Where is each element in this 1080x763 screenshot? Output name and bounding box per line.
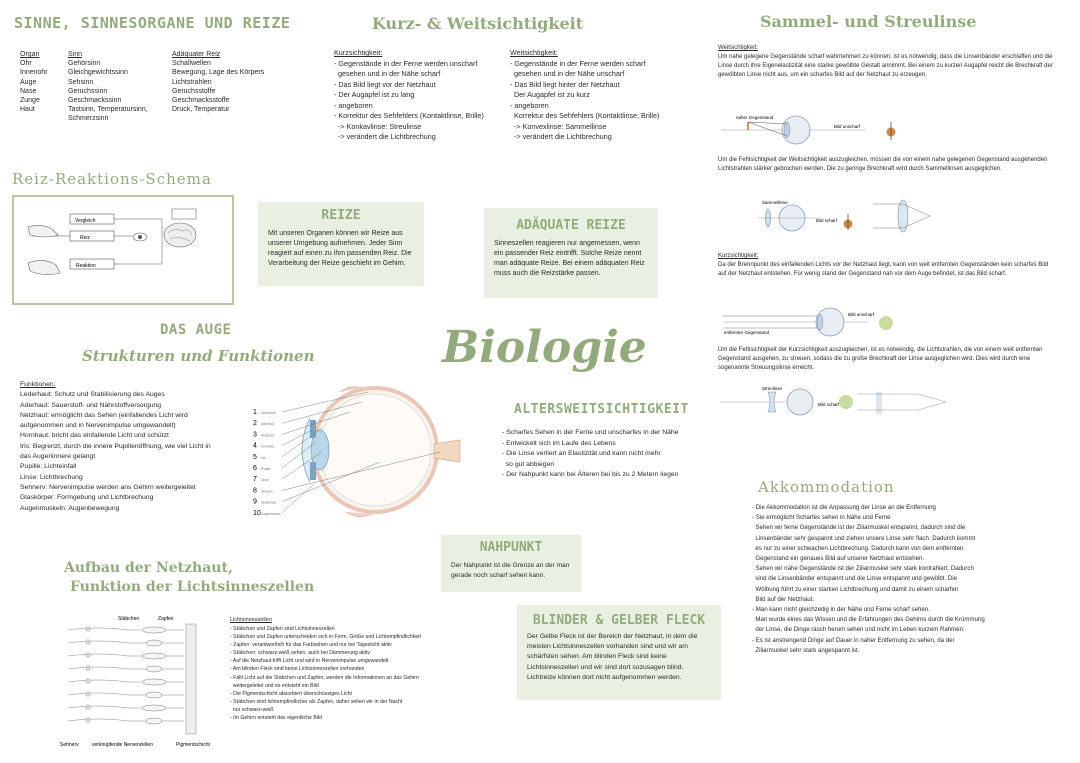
netzhaut-line: - Im Gehirn entsteht das eigentliche Bild <box>230 715 322 722</box>
weit-line: - angeboren <box>510 100 549 110</box>
fig2-label-0: Sammellinse <box>762 200 788 205</box>
nerve-cell <box>86 692 90 696</box>
page-title: Biologie <box>442 322 647 373</box>
zapfen-cell <box>146 640 162 646</box>
alters-line: - Der Nahpunkt kann bei Älteren bei bis zu 2 Metern liegen <box>502 471 679 478</box>
weit-line: - Gegenstände in der Ferne werden scharf <box>510 58 646 68</box>
eye-number: 1 <box>253 409 257 416</box>
sammel-weit-label: Weitsichtigkeit: <box>718 45 758 51</box>
retina-cell-line <box>68 628 184 630</box>
blinder-text: Der Gelbe Fleck ist der Bereich der Netzhaut, in dem die meisten Lichtsinneszellen vorhanden sind und wir am schärfsten sehen. Am blinden Fleck sind keine Lichtsinneszellen und wir sind dort sozusagen blind. Lichtreize können dort nicht aufgenommen werden. <box>527 633 698 681</box>
weit-line: gesehen und in der Nähe unscharf <box>510 69 625 78</box>
staebchen-cell <box>142 653 166 659</box>
auge-heading: DAS AUGE <box>160 322 232 338</box>
eye-number: 5 <box>253 453 257 461</box>
sinne-heading: SINNE, SINNESORGANE UND REIZE <box>14 14 291 32</box>
reize-text: Mit unseren Organen können wir Reize aus unserer Umgebung aufnehmen. Jeder Sinn reagiert auf einen zu ihm passenden Reiz. Die Verarbeitung der Reize geschieht im Gehirn. <box>268 230 412 267</box>
sinne-column-header: Organ <box>20 51 40 58</box>
eye-label-line <box>282 484 314 513</box>
weit-block <box>510 48 690 143</box>
nerve-cell <box>86 666 90 670</box>
sinne-cell: Bewegung, Lage des Körpers <box>172 69 265 77</box>
akkommodation-line: - Es ist anstrengend Dinge auf Dauer in naher Entfernung zu sehen, da der <box>752 636 955 644</box>
sinne-cell: Auge <box>20 78 37 86</box>
akkommodation-line: Gegenstand ein genaues Bild auf unserer Netzhaut entstehen. <box>752 555 925 563</box>
sinne-cell: Tastsinn, Temperatursinn, <box>68 106 148 114</box>
eye-number: 10 <box>253 509 261 517</box>
sammel-kurz-text: Da der Brennpunkt des einfallenden Lichts vor der Netzhaut liegt, kann von weit entfernten Gegenständen kein scharfes Bild auf der Netzhaut entstehen. Für wenig stand der Gegenstand nah vor dem Auge befindet, ist das Bild scharf. <box>718 262 1049 277</box>
sinne-cell: Innenohr <box>20 69 48 77</box>
eye-number: 6 <box>253 465 257 472</box>
nahpunkt-box <box>441 535 581 592</box>
auge-function-line: Linse: Lichtbrechung <box>20 473 83 481</box>
netzhaut-text <box>230 616 500 722</box>
sinne-cell: Druck, Temperatur <box>172 106 230 114</box>
fig1-label-0: naher Gegenstand <box>736 115 774 120</box>
netzhaut-line: - Stäbchen und Zapfen unterscheiden sich in Form, Größe und Lichtempfindlichkeit <box>230 634 421 641</box>
staebchen-cell <box>142 627 166 633</box>
eye-part-label: Netzhaut <box>261 433 274 438</box>
akkommodation-line: - Die Akkommodation ist die Anpassung der Linse an die Entfernung <box>752 504 936 511</box>
sinne-cell: Gleichgewichtssinn <box>68 69 128 77</box>
sinne-cell: Lichtstrahlen <box>172 78 212 86</box>
fig4-label-1: Bild scharf <box>818 402 840 407</box>
netzhaut-line: nur schwarz-weiß <box>230 706 274 713</box>
akkommodation-line: Ziliarmuskel sehr stark angespannt ist. <box>752 646 860 654</box>
schema-label-0: Vergleich <box>75 218 96 224</box>
sinne-column <box>68 50 148 124</box>
eye-part-label: Hornhaut <box>261 444 275 449</box>
netzhaut-text-label: Lichtsinneszellen <box>230 617 272 623</box>
kurzsicht-diagram <box>718 306 898 340</box>
blinder-heading: BLINDER & GELBER FLECK <box>532 613 706 628</box>
eye-part-label: Linse <box>261 478 269 483</box>
sammel-weit-text2: Um die Fehlsichtigkeit der Weitsichtigkeit auszugleichen, müssen die von einem nahe gelegenen Gegenstand ausgehenden Lichtstrahlen stärker gebrochen werden. Die zu geringe Brechkraft wird durch Sammellinsen ausgeglichen. <box>718 157 1048 172</box>
auge-function-line: Sehnerv: Nervenimpulse werden ans Gehirn weitergeleitet <box>20 483 196 491</box>
nerve-cell <box>86 705 90 709</box>
adaequat-heading: ADÄQUATE REIZE <box>516 218 626 233</box>
kurz-line: - Der Augapfel ist zu lang <box>334 90 415 99</box>
netzhaut-heading-2: Funktion der Lichtsinneszellen <box>70 579 315 595</box>
kurz-line: -> verändert die Lichtbrechung <box>334 132 436 141</box>
weitsicht-diagram <box>716 110 896 150</box>
eye-part-label: Glaskörper <box>261 500 277 505</box>
auge-function-line: Netzhaut: ermöglicht das Sehen (einfallendes Licht wird <box>20 411 188 419</box>
kurz-line: -> Konkavlinse: Streulinse <box>334 121 422 131</box>
zapfen-cell <box>146 666 162 672</box>
netzhaut-line: - Fällt Licht auf die Stäbchen und Zapfen, werden die Informationen an das Gehirn <box>230 674 419 681</box>
streulinse-diagram <box>718 384 958 420</box>
auge-subheading: Strukturen und Funktionen <box>82 347 315 365</box>
netzhaut-lines <box>230 625 500 722</box>
akkommodation-line: - Sie ermöglicht Scharfes sehen in Nähe und Ferne <box>752 514 891 522</box>
akkommodation-heading: Akkommodation <box>758 478 895 496</box>
fig1-label-1: Bild unscharf <box>834 124 861 129</box>
auge-function-line: Lederhaut: Schutz und Stabilisierung des Auges <box>20 391 165 399</box>
sinne-cell: Haut <box>20 106 35 114</box>
eye-part-label: Aderhaut <box>261 422 274 427</box>
sinne-column-header: Adäquater Reiz <box>172 51 221 58</box>
nerve-cell <box>86 627 90 631</box>
nerve-cell <box>86 718 90 722</box>
kurz-line: - Gegenstände in der Ferne werden unscharf <box>334 58 478 68</box>
auge-functions <box>20 380 250 514</box>
sinne-cell: Geruchsstoffe <box>172 87 216 95</box>
weit-line: -> Konvexlinse: Sammellinse <box>510 121 607 131</box>
sinne-cell: Ohr <box>20 60 32 68</box>
sinne-cell: Geschmacksstoffe <box>172 97 230 105</box>
retina-label-0: Stäbchen <box>118 616 140 622</box>
staebchen-cell <box>142 679 166 685</box>
kurz-line: - angeboren <box>334 100 373 110</box>
netzhaut-line: - Stäbchen sind lichtempfindlicher als Zapfen, daher sehen wir in der Nacht <box>230 698 403 705</box>
sinne-cell: Geschmackssinn <box>68 97 122 105</box>
alters-heading: ALTERSWEITSICHTIGKEIT <box>514 402 689 417</box>
akkommodation-line: Man wurde eines das Wissen und die Erfahrungen des Gehirns durch die Krümmung <box>752 616 985 624</box>
akkommodation-line: es nur zu einer schwachen Lichtbrechung. Dadurch kann von dem entfernten <box>752 544 964 552</box>
eye-number: 9 <box>253 498 257 506</box>
kurz-label: Kurzsichtigkeit: <box>334 48 383 57</box>
auge-function-line: aufgenommen und in Nervenimpulse umgewandelt) <box>20 422 176 430</box>
auge-function-line: Glaskörper: Formgebung und Lichtbrechung <box>20 494 154 502</box>
staebchen-cell <box>142 705 166 711</box>
retina-cell-line <box>68 693 184 695</box>
weit-lines <box>510 59 690 143</box>
fig4-label-0: Streulinse <box>762 386 783 391</box>
retina-cell-line <box>68 719 184 721</box>
schema-label-1: Reiz <box>80 235 91 241</box>
sammel-kurz-text2: Um die Fehlsichtigkeit der Kurzsichtigkeit auszugleichen, ist es notwendig, die Lichtstrahlen, die von einem weit entfernten Gegenstand ausgehen, zu streuen, sodass die zu große Brechkraft der Linse ausgeglichen wird. Dies wird durch eine sogenannte Streuungslinse erreicht. <box>718 347 1043 371</box>
reiz-schema-heading: Reiz-Reaktions-Schema <box>12 170 212 188</box>
sammel-kurz-label: Kurzsichtigkeit: <box>718 253 759 259</box>
kurzweit-heading: Kurz- & Weitsichtigkeit <box>372 14 584 33</box>
retina-cell-line <box>68 654 184 656</box>
netzhaut-heading-1: Aufbau der Netzhaut, <box>64 560 233 576</box>
adaequat-text: Sinneszellen reagieren nur angemessen, wenn ein passender Reiz eintrifft. Solche Reize nennt man adäquate Reize. Bei einem adäquaten Reiz muss auch die Reizstärke passen. <box>494 240 645 277</box>
fig3-label-1: Bild unscharf <box>848 312 875 317</box>
auge-lines <box>20 390 250 514</box>
akkommodation-line: Wölbung führt zu einer starken Lichtbrechung und damit zu einem scharfen <box>752 585 959 593</box>
reize-box <box>258 202 424 286</box>
sammel-weit <box>718 44 1058 80</box>
akkommodation-line: Sehen wir nahe Gegenstände ist der Ziliarmuskel sehr stark kontrahiert. Dadurch <box>752 565 974 573</box>
akkommodation-line: Linsenbänder sehr gespannt und ziehen unsere Linse sehr flach. Dadurch kommt <box>752 534 976 542</box>
sinne-column-header: Sinn <box>68 51 83 58</box>
sammel-weit-text: Um nahe gelegene Gegenstände scharf wahrnehmen zu können, ist es notwendig, dass die Linsenbänder erschlaffen und die Linse durch ihre Eigenelastizität eine starke gewölbte Gestalt annimmt. Bei einem zu kurzen Augapfel reicht die Brechkraft der gewölbten Linse nicht aus, um ein scharfes Bild auf der Netzhaut zu erzeugen. <box>718 54 1053 78</box>
sinne-cell: Sehsinn <box>68 78 94 86</box>
alters-lines <box>502 428 702 481</box>
sinne-cell: Geruchssinn <box>68 87 108 95</box>
auge-function-line: Aderhaut: Sauerstoff- und Nährstoffversorgung <box>20 401 162 409</box>
zapfen-cell <box>146 692 162 698</box>
netzhaut-line: - Die Pigmentschicht absorbiert überschüssiges Licht <box>230 690 352 697</box>
reiz-schema-diagram <box>22 205 222 293</box>
sinne-cell <box>172 114 264 123</box>
netzhaut-line: weitergeleitet und es entsteht ein Bild <box>230 682 319 689</box>
alters-line: - Entwickelt sich im Laufe des Lebens <box>502 439 616 447</box>
weit-line: Der Augapfel ist zu kurz <box>510 90 590 99</box>
nerve-cell <box>86 653 90 657</box>
alters-line: - Die Linse verliert an Elastizität und kann nicht mehr <box>502 450 661 457</box>
retina-cell-line <box>68 680 184 682</box>
auge-function-line: Hornhaut: bricht das einfallende Licht und schützt <box>20 432 169 440</box>
eye-part-label: Iris <box>261 455 266 460</box>
nerve-cell <box>86 640 90 644</box>
sinne-cell: Schmerzsinn <box>68 115 109 123</box>
retina-label-3: verknüpfende Nervenzellen <box>92 742 153 748</box>
reize-heading: REIZE <box>321 208 361 223</box>
retina-label-1: Zapfen <box>158 616 174 622</box>
eye-part-label: Pupille <box>261 467 271 471</box>
auge-function-line: Augenmuskeln: Augenbewegung <box>20 504 120 512</box>
alters-line: - Scharfes Sehen in der Ferne und unscharfes in der Nähe <box>502 429 679 436</box>
sinne-column <box>20 50 48 124</box>
eye-part-label: Lederhaut <box>261 411 276 415</box>
zapfen-cell <box>146 718 162 724</box>
weit-label: Weitsichtigkeit: <box>510 48 558 57</box>
eye-number: 7 <box>253 476 257 484</box>
retina-label-2: Sehnerv <box>60 742 79 748</box>
akkommodation-line: sind die Linsenbänder entspannt und die Linse entspannt und gewölbt. Die <box>752 575 957 583</box>
eye-number: 4 <box>253 442 257 450</box>
eye-number: 3 <box>253 431 257 439</box>
sinne-column <box>172 50 264 124</box>
sammellinse-diagram <box>758 194 938 238</box>
sinne-cell: Zunge <box>20 97 40 105</box>
eye-part-label: Sehnerv <box>261 489 273 494</box>
eye-diagram <box>250 380 465 530</box>
sinne-cell: Gehörsinn <box>68 60 101 68</box>
auge-function-line: Iris: Begrenzt, durch die innere Pupillenöffnung, wie viel Licht in <box>20 442 211 450</box>
eye-part-label: Augenmuskel <box>261 511 281 516</box>
fig3-label-0: entfernter Gegenstand <box>724 330 770 335</box>
sinne-cell: Nase <box>20 87 37 95</box>
kurz-line: gesehen und in der Nähe scharf <box>334 69 441 78</box>
fig2-label-1: Bild scharf <box>816 218 838 223</box>
alters-line: so gut abbiegen <box>502 460 555 468</box>
retina-diagram <box>58 612 216 758</box>
eye-number: 2 <box>253 420 257 428</box>
sammel-kurz <box>718 252 1058 279</box>
netzhaut-line: - Am blinden Fleck sind keine Lichtsinneszellen vorhanden <box>230 666 365 673</box>
netzhaut-line: - Zapfen: verantwortlich für das Farbsehen und nur bei Tageslicht aktiv <box>230 642 392 649</box>
netzhaut-line: - Stäbchen: schwarz-weiß sehen, auch bei Dämmerung aktiv <box>230 650 370 657</box>
retina-cell-line <box>68 641 184 643</box>
akkommodation-lines <box>752 503 1072 656</box>
kurz-lines <box>334 59 509 143</box>
akkommodation-line: Bild auf der Netzhaut. <box>752 595 814 603</box>
netzhaut-line: - Stäbchen und Zapfen sind Lichtsinneszellen <box>230 626 335 632</box>
sammel-heading: Sammel- und Streulinse <box>760 12 977 31</box>
sinne-cell <box>20 114 48 123</box>
retina-label-4: Pigmentschicht <box>176 742 210 748</box>
akkommodation-line: Sehen wir ferne Gegenstände ist der Ziliarmuskel entspannt, dadurch sind die <box>752 524 966 532</box>
akkommodation-line: - Man kann nicht gleichzeitig in der Nähe und Ferne scharf sehen. <box>752 606 930 614</box>
akkommodation-line: der Linse, die Dinge rasch herum sehen und nicht im Leben kurzem Rahmen. <box>752 626 965 634</box>
auge-func-label: Funktionen: <box>20 381 56 388</box>
nahpunkt-heading: NAHPUNKT <box>479 540 543 555</box>
sinne-cell: Schallwellen <box>172 60 211 68</box>
kurz-line: - Korrektur des Sehfehlers (Kontaktlinse, Brille) <box>334 111 484 120</box>
nahpunkt-text: Der Nahpunkt ist die Grenze an der man gerade noch scharf sehen kann. <box>451 562 570 579</box>
weit-line: - Das Bild liegt hinter der Netzhaut <box>510 79 620 89</box>
blinder-box <box>517 605 721 700</box>
kurz-line: - Das Bild liegt vor der Netzhaut <box>334 79 436 89</box>
weit-line: Korrektur des Sehfehlers (Kontaktlinse, Brille) <box>510 111 660 120</box>
nerve-cell <box>86 679 90 683</box>
adaequat-box <box>484 208 658 298</box>
eye-number: 8 <box>253 487 257 495</box>
schema-label-2: Reaktion <box>76 263 96 269</box>
netzhaut-line: - Auf die Netzhaut trifft Licht und wird in Nervenimpulse umgewandelt <box>230 658 389 665</box>
auge-function-line: Pupille: Lichteinfall <box>20 463 77 471</box>
retina-cell-line <box>68 706 184 708</box>
auge-function-line: das Augeninnere gelangt <box>20 453 96 461</box>
weit-line: -> verändert die Lichtbrechung <box>510 132 612 141</box>
retina-cell-line <box>68 667 184 669</box>
kurz-block <box>334 48 509 143</box>
